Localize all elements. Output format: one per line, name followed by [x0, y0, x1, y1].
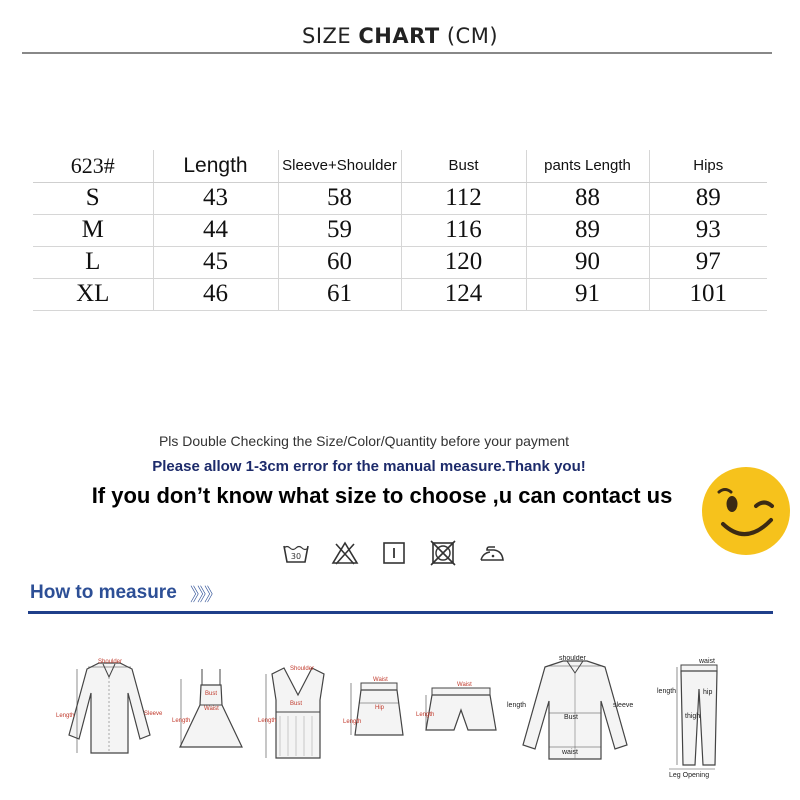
- table-cell: 44: [153, 214, 278, 246]
- bust-label: Bust: [205, 691, 218, 697]
- table-cell: 90: [526, 246, 649, 278]
- bust-label: Bust: [564, 714, 579, 721]
- length-label: Length: [172, 718, 191, 724]
- table-cell: 89: [649, 182, 767, 214]
- length-label: length: [507, 702, 527, 709]
- shoulder-label: shoulder: [559, 655, 586, 662]
- table-row: [33, 214, 767, 246]
- waist-label: waist: [699, 658, 715, 665]
- table-cell: 60: [278, 246, 401, 278]
- size-cell: L: [33, 246, 153, 278]
- care-icons: [282, 540, 506, 566]
- tumble-dry-icon: [380, 540, 408, 566]
- table-row: [33, 278, 767, 310]
- pants-measure-figure: [655, 655, 735, 780]
- table-cell: 112: [401, 182, 526, 214]
- length-label: Length: [258, 718, 277, 724]
- length-label: Length: [416, 712, 435, 718]
- table-cell: 43: [153, 182, 278, 214]
- no-bleach-icon: [331, 540, 359, 566]
- size-cell: XL: [33, 278, 153, 310]
- hip-label: hip: [703, 689, 713, 696]
- table-row: [33, 246, 767, 278]
- size-cell: S: [33, 182, 153, 214]
- length-label: Length: [56, 713, 75, 719]
- chevron-right-icon: 》》》: [190, 585, 220, 605]
- header-cell-style: 623#: [33, 150, 153, 182]
- blouse-measure-figure: [52, 655, 167, 760]
- wash-30-icon: [282, 540, 310, 566]
- waist-label: waist: [562, 749, 578, 756]
- bust-label: Bust: [290, 701, 303, 707]
- table-cell: 89: [526, 214, 649, 246]
- measure-error-note: Please allow 1-3cm error for the manual measure.Thank you!: [152, 458, 586, 475]
- wash-temp-label: 30: [290, 552, 302, 561]
- table-cell: 61: [278, 278, 401, 310]
- waist-label: Waist: [373, 677, 388, 683]
- table-cell: 88: [526, 182, 649, 214]
- how-to-measure-heading: How to measure: [30, 582, 177, 603]
- table-cell: 120: [401, 246, 526, 278]
- size-chart-table: [33, 150, 767, 311]
- skirt-measure-figure: [343, 675, 413, 755]
- table-cell: 93: [649, 214, 767, 246]
- sleeve-label: Sleeve: [144, 711, 163, 717]
- length-label: Length: [343, 719, 362, 725]
- thigh-label: thigh: [685, 713, 701, 720]
- heading-divider: [28, 611, 773, 614]
- no-tumble-dry-icon: [429, 540, 457, 566]
- table-cell: 116: [401, 214, 526, 246]
- header-cell-sleeve-shoulder: Sleeve+Shoulder: [278, 150, 401, 182]
- shoulder-label: Shoulder: [98, 659, 123, 665]
- table-cell: 97: [649, 246, 767, 278]
- table-cell: 91: [526, 278, 649, 310]
- page-title: SIZE CHART (CM): [301, 24, 499, 48]
- table-cell: 58: [278, 182, 401, 214]
- size-cell: M: [33, 214, 153, 246]
- double-check-note: Pls Double Checking the Size/Color/Quantity before your payment: [158, 433, 570, 449]
- leg-opening-label: Leg Opening: [669, 772, 710, 779]
- header-cell-hips: Hips: [649, 150, 767, 182]
- vest-measure-figure: [258, 660, 338, 765]
- table-cell: 101: [649, 278, 767, 310]
- title-divider: [22, 52, 772, 54]
- iron-low-icon: [478, 540, 506, 566]
- hip-label: Hip: [375, 705, 385, 711]
- table-cell: 59: [278, 214, 401, 246]
- sleeve-label: sleeve: [613, 702, 634, 709]
- waist-label: Waist: [457, 682, 472, 688]
- table-cell: 124: [401, 278, 526, 310]
- table-header-row: [33, 150, 767, 182]
- shoulder-label: Shoulder: [290, 666, 315, 672]
- header-cell-pants-length: pants Length: [526, 150, 649, 182]
- header-cell-bust: Bust: [401, 150, 526, 182]
- shorts-measure-figure: [412, 680, 502, 740]
- waist-label: Waist: [204, 706, 219, 712]
- dress-measure-figure: [172, 665, 247, 760]
- contact-us-note: If you don’t know what size to choose ,u can contact us: [91, 483, 673, 508]
- table-cell: 45: [153, 246, 278, 278]
- header-cell-length: Length: [153, 150, 278, 182]
- winking-face-icon: [701, 466, 791, 556]
- shirt-measure-figure: [505, 655, 645, 765]
- length-label: length: [657, 688, 677, 695]
- table-cell: 46: [153, 278, 278, 310]
- table-row: [33, 182, 767, 214]
